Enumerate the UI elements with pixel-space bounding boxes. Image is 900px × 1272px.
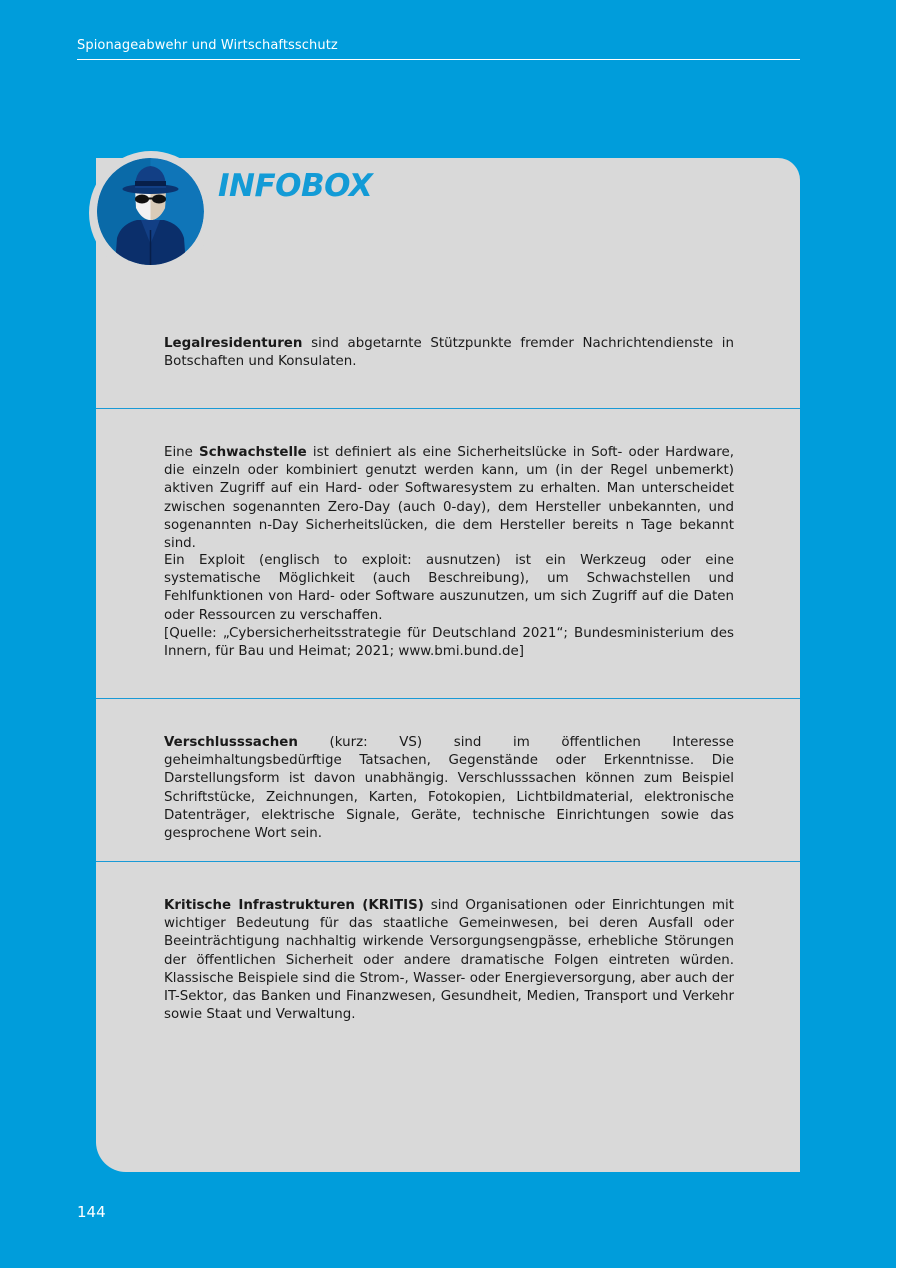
term-bold: Legalresidenturen <box>164 336 303 351</box>
paragraph-exploit <box>164 552 734 625</box>
paragraph-lead: Eine <box>164 445 200 460</box>
term-bold: Schwachstelle <box>199 445 307 460</box>
paragraph-text: ist definiert als eine Sicherheitslücke in Soft- oder Hardware, die einzeln oder kombiniert genutzt werden kann, um (in der Regel unbemerkt) aktiven Zugriff auf ein Hard- oder Softwaresystem zu erhalten. Man unterscheidet zwischen sogenannten Zero-Day (auch 0-day), dem Hersteller unbekannten, und sogenannten n-Day Sicherheitslücken, die dem Hersteller bereits n Tage bekannt sind. <box>164 445 734 552</box>
section-divider <box>96 861 800 862</box>
paragraph-text: Ein Exploit (englisch to exploit: ausnutzen) ist ein Werkzeug oder eine systematische Möglichkeit (auch Beschreibung), um Schwachstellen und Fehlfunktionen von Hard- oder Software auszunutzen, um sich Zugriff auf die Daten oder Ressourcen zu verschaffen. <box>164 553 734 623</box>
section-divider <box>96 408 800 409</box>
running-header: Spionageabwehr und Wirtschaftsschutz <box>77 38 800 60</box>
paragraph-source <box>164 625 734 661</box>
paragraph-verschlusssachen <box>164 734 734 843</box>
paragraph-text: sind Organisationen oder Einrichtungen mit wichtiger Bedeutung für das staatliche Gemeinwesen, bei deren Ausfall oder Beeinträchtigung nachhaltig wirkende Versorgungsengpässe, erhebliche Störungen der öffentlichen Sicherheit oder andere dramatische Folgen eintreten würden. Klassische Beispiele sind die Strom-, Wasser- oder Energieversorgung, aber auch der IT-Sektor, das Banken und Finanzwesen, Gesundheit, Medien, Transport und Verkehr sowie Staat und Verwaltung. <box>164 898 734 1023</box>
page-edge-bottom <box>0 1268 900 1272</box>
page-number: 144 <box>77 1203 106 1221</box>
section-divider <box>96 698 800 699</box>
spy-agent-icon <box>97 158 204 265</box>
paragraph-text: [Quelle: „Cybersicherheitsstrategie für Deutschland 2021“; Bundesministerium des Innern, für Bau und Heimat; 2021; www.bmi.bund.de] <box>164 626 734 660</box>
term-bold: Kritische Infrastrukturen (KRITIS) <box>164 898 424 913</box>
paragraph-legalresidenturen <box>164 335 734 371</box>
paragraph-text: (kurz: VS) sind im öffentlichen Interesse geheimhaltungsbedürftige Tatsachen, Gegenstände oder Erkenntnisse. Die Darstellungsform ist davon unabhängig. Verschlusssachen können zum Beispiel Schriftstücke, Zeichnungen, Karten, Fotokopien, Lichtbildmaterial, elektronische Datenträger, elektrische Signale, Geräte, technische Einrichtungen sowie das gesprochene Wort sein. <box>164 735 734 842</box>
paragraph-schwachstelle <box>164 444 734 553</box>
paragraph-kritis <box>164 897 734 1024</box>
paragraph-text: sind abgetarnte Stützpunkte fremder Nachrichtendienste in Botschaften und Konsulaten. <box>164 336 734 370</box>
term-bold: Verschlusssachen <box>164 735 298 750</box>
page-edge-right <box>896 0 900 1272</box>
infobox-title: INFOBOX <box>218 168 373 204</box>
